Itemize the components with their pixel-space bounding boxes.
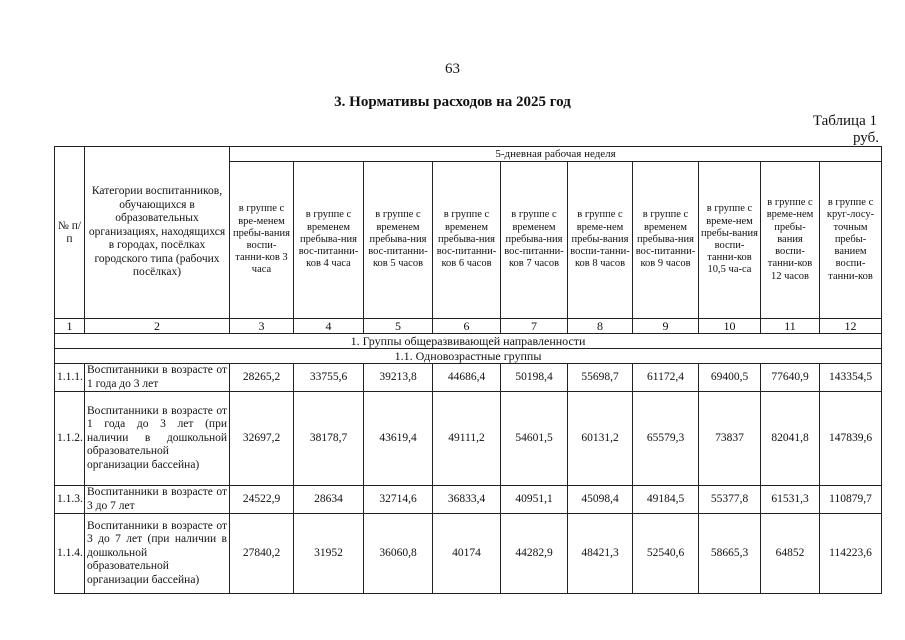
header-9-hours: в группе с временем пребыва-ния вос-питанни-ков 9 часов: [633, 162, 699, 319]
column-index: 2: [85, 319, 230, 334]
header-6-hours: в группе с временем пребыва-ния вос-питанни-ков 6 часов: [433, 162, 501, 319]
value-cell: 147839,6: [820, 392, 882, 486]
header-3-hours: в группе с вре-менем пребы-вания воспи-танни-ков 3 часа: [230, 162, 294, 319]
column-index: 8: [568, 319, 633, 334]
table-row: [55, 514, 882, 594]
value-cell: 44282,9: [501, 514, 568, 594]
header-number: № п/п: [55, 147, 85, 319]
table-row: [55, 486, 882, 514]
header-10-5-hours: в группе с време-нем пребы-вания воспи-танни-ков 10,5 ча-са: [699, 162, 761, 319]
value-cell: 82041,8: [761, 392, 820, 486]
row-category: Воспитанники в возрасте от 3 до 7 лет: [85, 486, 230, 514]
value-cell: 77640,9: [761, 364, 820, 392]
header-category: Категории воспитанников, обучающихся в образовательных организациях, находящихся в городах, посёлках городского типа (рабочих посёлках): [85, 147, 230, 319]
value-cell: 61531,3: [761, 486, 820, 514]
table-row: [55, 392, 882, 486]
column-index-row: [55, 319, 882, 334]
header-7-hours: в группе с временем пребыва-ния вос-питанни-ков 7 часов: [501, 162, 568, 319]
row-category: Воспитанники в возрасте от 1 года до 3 лет: [85, 364, 230, 392]
value-cell: 40174: [433, 514, 501, 594]
norms-table: [54, 146, 882, 594]
header-5-hours: в группе с временем пребыва-ния вос-питанни-ков 5 часов: [364, 162, 433, 319]
row-code: 1.1.2.: [55, 392, 85, 486]
column-index: 3: [230, 319, 294, 334]
value-cell: 49184,5: [633, 486, 699, 514]
column-index: 5: [364, 319, 433, 334]
value-cell: 73837: [699, 392, 761, 486]
subsection-row: [55, 349, 882, 364]
section-title: 1. Группы общеразвивающей направленности: [55, 334, 882, 349]
section-row: [55, 334, 882, 349]
column-index: 7: [501, 319, 568, 334]
unit-label: руб.: [853, 130, 879, 146]
value-cell: 33755,6: [294, 364, 364, 392]
column-index: 12: [820, 319, 882, 334]
row-category: Воспитанники в возрасте от 3 до 7 лет (при наличии в дошкольной образовательной организации бассейна): [85, 514, 230, 594]
value-cell: 28265,2: [230, 364, 294, 392]
row-code: 1.1.4.: [55, 514, 85, 594]
value-cell: 54601,5: [501, 392, 568, 486]
page-number: 63: [445, 61, 460, 77]
subsection-title: 1.1. Одновозрастные группы: [55, 349, 882, 364]
value-cell: 48421,3: [568, 514, 633, 594]
value-cell: 32714,6: [364, 486, 433, 514]
value-cell: 32697,2: [230, 392, 294, 486]
value-cell: 65579,3: [633, 392, 699, 486]
column-index: 10: [699, 319, 761, 334]
value-cell: 38178,7: [294, 392, 364, 486]
header-round-the-clock: в группе с круг-лосу-точным пребы-ванием воспи-танни-ков: [820, 162, 882, 319]
value-cell: 39213,8: [364, 364, 433, 392]
header-4-hours: в группе с временем пребыва-ния вос-питанни-ков 4 часа: [294, 162, 364, 319]
value-cell: 61172,4: [633, 364, 699, 392]
value-cell: 143354,5: [820, 364, 882, 392]
value-cell: 36833,4: [433, 486, 501, 514]
value-cell: 24522,9: [230, 486, 294, 514]
value-cell: 110879,7: [820, 486, 882, 514]
value-cell: 58665,3: [699, 514, 761, 594]
value-cell: 45098,4: [568, 486, 633, 514]
value-cell: 43619,4: [364, 392, 433, 486]
table-row: [55, 364, 882, 392]
value-cell: 55377,8: [699, 486, 761, 514]
column-index: 1: [55, 319, 85, 334]
value-cell: 114223,6: [820, 514, 882, 594]
column-index: 9: [633, 319, 699, 334]
value-cell: 44686,4: [433, 364, 501, 392]
column-index: 4: [294, 319, 364, 334]
header-12-hours: в группе с време-нем пребы-вания воспи-танни-ков 12 часов: [761, 162, 820, 319]
value-cell: 50198,4: [501, 364, 568, 392]
value-cell: 52540,6: [633, 514, 699, 594]
row-category: Воспитанники в возрасте от 1 года до 3 лет (при наличии в дошкольной образовательной организации бассейна): [85, 392, 230, 486]
value-cell: 64852: [761, 514, 820, 594]
value-cell: 60131,2: [568, 392, 633, 486]
column-index: 6: [433, 319, 501, 334]
value-cell: 28634: [294, 486, 364, 514]
row-code: 1.1.1.: [55, 364, 85, 392]
value-cell: 31952: [294, 514, 364, 594]
value-cell: 69400,5: [699, 364, 761, 392]
value-cell: 36060,8: [364, 514, 433, 594]
document-title: 3. Нормативы расходов на 2025 год: [334, 94, 571, 110]
value-cell: 55698,7: [568, 364, 633, 392]
column-index: 11: [761, 319, 820, 334]
header-work-week: 5-дневная рабочая неделя: [230, 147, 882, 162]
table-label: Таблица 1: [812, 113, 877, 129]
header-8-hours: в группе с време-нем пребы-вания воспи-танни-ков 8 часов: [568, 162, 633, 319]
row-code: 1.1.3.: [55, 486, 85, 514]
value-cell: 27840,2: [230, 514, 294, 594]
value-cell: 49111,2: [433, 392, 501, 486]
value-cell: 40951,1: [501, 486, 568, 514]
